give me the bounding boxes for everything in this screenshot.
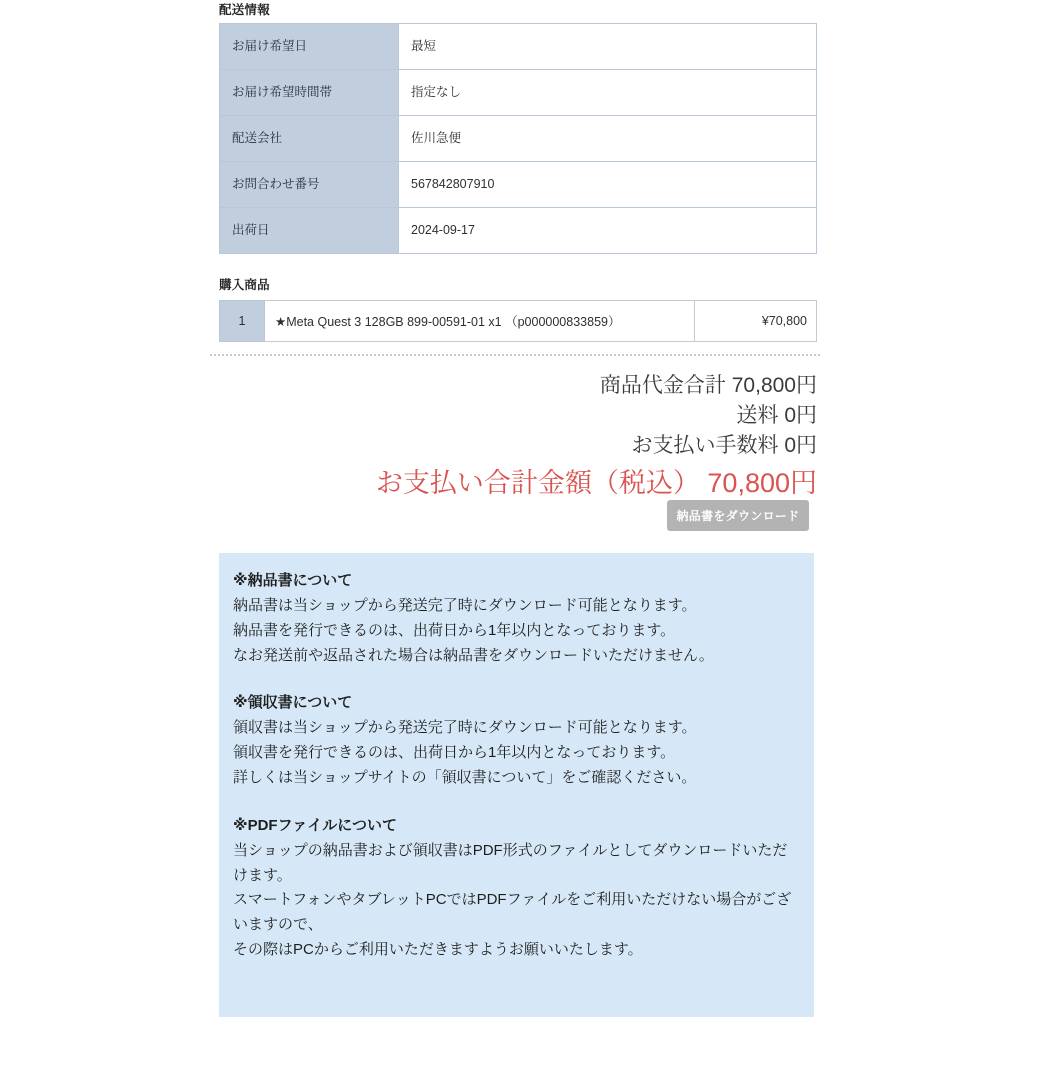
order-totals: [219, 371, 817, 503]
shipping-info-label: 配送会社: [220, 116, 399, 162]
item-name: ★Meta Quest 3 128GB 899-00591-01 x1 （p000000833859）: [265, 301, 695, 342]
shipping-info-row: [220, 24, 817, 70]
notice-line: 当ショップの納品書および領収書はPDF形式のファイルとしてダウンロードいただけます。: [233, 841, 788, 884]
shipping-info-value: 2024-09-17: [399, 208, 817, 254]
shipping-info-heading: 配送情報: [219, 3, 270, 17]
shipping-info-row: [220, 208, 817, 254]
notice-title: ※PDFファイルについて: [233, 816, 397, 834]
notice-line: なお発送前や返品された場合は納品書をダウンロードいただけません。: [233, 646, 714, 664]
shipping-info-value: 指定なし: [399, 70, 817, 116]
shipping-info-table: [219, 23, 817, 254]
subtotal-amount: 商品代金合計 70,800円: [599, 374, 817, 397]
notice-line: スマートフォンやタブレットPCではPDFファイルをご利用いただけない場合がございますので、: [233, 891, 792, 934]
shipping-info-value: 最短: [399, 24, 817, 70]
shipping-fee-amount: 送料 0円: [736, 404, 817, 427]
section-divider: [210, 354, 820, 356]
purchased-items-heading: 購入商品: [219, 278, 270, 292]
notice-body: [233, 594, 796, 668]
notice-block: [233, 813, 796, 963]
notice-line: 詳しくは当ショップサイトの「領収書について」をご確認ください。: [233, 768, 697, 786]
shipping-info-value: 567842807910: [399, 162, 817, 208]
notice-block: [233, 568, 796, 668]
notice-title: ※領収書について: [233, 694, 353, 712]
download-invoice-button[interactable]: 納品書をダウンロード: [667, 500, 809, 531]
shipping-info-row: [220, 116, 817, 162]
shipping-info-label: お届け希望時間帯: [220, 70, 399, 116]
notice-title: ※納品書について: [233, 572, 353, 589]
grand-total-amount: お支払い合計金額（税込） 70,800円: [375, 468, 817, 498]
notice-body: [233, 716, 796, 790]
notice-line: その際はPCからご利用いただきますようお願いいたします。: [233, 940, 643, 958]
item-price: ¥70,800: [695, 301, 817, 342]
purchased-items-table: [219, 300, 817, 342]
notice-line: 領収書を発行できるのは、出荷日から1年以内となっております。: [233, 744, 676, 762]
notice-body: [233, 839, 796, 963]
shipping-info-label: 出荷日: [220, 208, 399, 254]
shipping-info-label: お問合わせ番号: [220, 162, 399, 208]
shipping-info-row: [220, 70, 817, 116]
purchased-item-row: [220, 301, 817, 342]
notice-line: 領収書は当ショップから発送完了時にダウンロード可能となります。: [233, 719, 697, 737]
shipping-info-label: お届け希望日: [220, 24, 399, 70]
notice-line: 納品書は当ショップから発送完了時にダウンロード可能となります。: [233, 597, 697, 614]
notice-line: 納品書を発行できるのは、出荷日から1年以内となっております。: [233, 621, 676, 639]
shipping-info-row: [220, 162, 817, 208]
notice-block: [233, 690, 796, 790]
payment-fee-amount: お支払い手数料 0円: [631, 434, 817, 457]
notice-box: [219, 553, 814, 1017]
shipping-info-value: 佐川急便: [399, 116, 817, 162]
item-index: 1: [220, 301, 265, 342]
